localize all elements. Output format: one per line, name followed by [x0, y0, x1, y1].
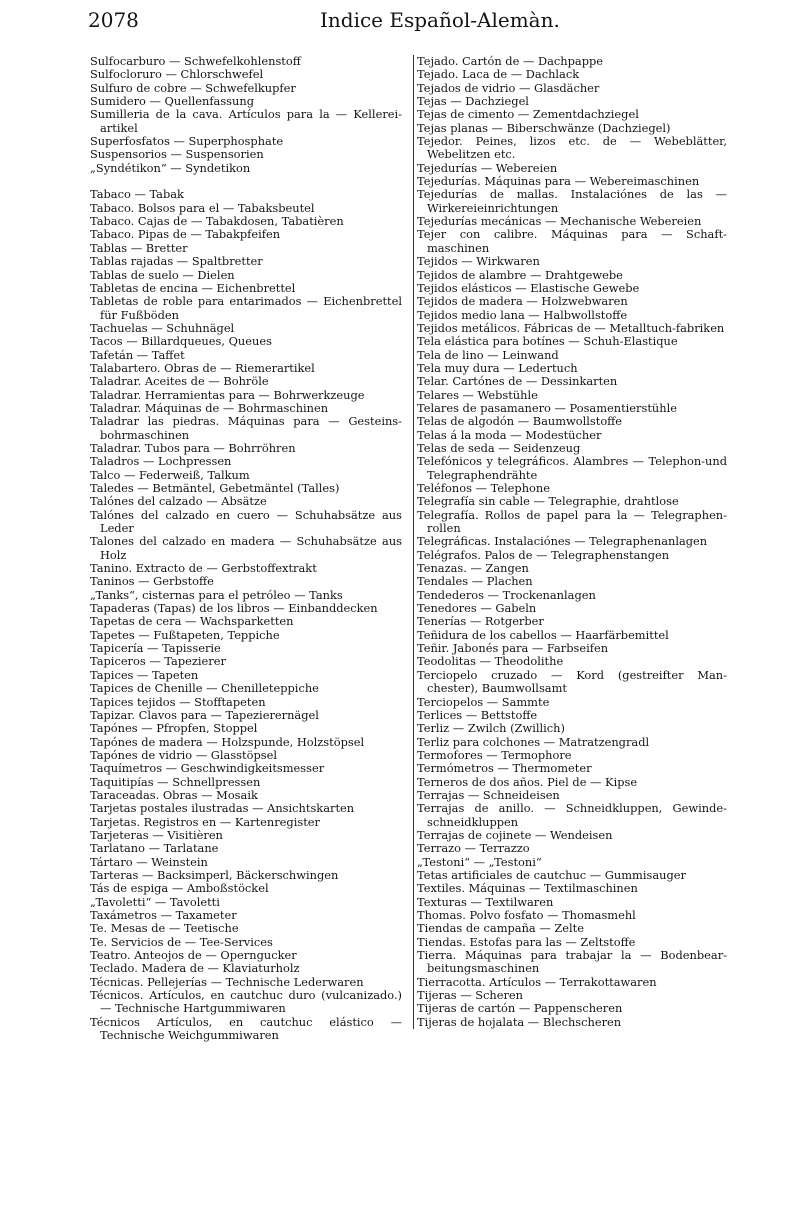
index-entry: Sumilleria de la cava. Artículos para la — Kellerei-artikel — [90, 107, 402, 135]
index-entry: Telas de algodón — Baumwollstoffe — [417, 414, 623, 429]
index-entry: Tabaco. Pipas de — Tabakpfeifen — [90, 227, 281, 242]
index-entry: Tanino. Extracto de — Gerbstoffextrakt — [90, 561, 317, 576]
index-entry: Tejer con calibre. Máquinas para — Schaft-maschinen — [417, 227, 727, 255]
index-entry: Técnicos Artículos, en cautchuc elástico — Technische Weichgummiwaren — [90, 1014, 402, 1043]
index-entry: Teñir. Jabonés para — Farbseifen — [417, 641, 609, 656]
index-entry: Taladrar. Máquinas de — Bohrmaschinen — [90, 400, 329, 415]
index-entry: Taquitipías — Schnellpressen — [90, 774, 261, 789]
index-entry: Telegrafía. Rollos de papel para la — Telegraphen-rollen — [417, 507, 727, 536]
index-entry: Tela de lino — Leinwand — [417, 347, 559, 362]
index-entry: Talónes del calzado en cuero — Schuhabsätze aus Leder — [90, 507, 402, 536]
index-entry: Tela elástica para botínes — Schuh-Elastique — [417, 334, 678, 349]
index-entry: Tabaco — Tabak — [90, 187, 184, 202]
index-entry: Tarjetas postales ilustradas — Ansichtskarten — [90, 801, 355, 816]
index-entry: Tejidos metálicos. Fábricas de — Metalltuch-fabriken — [417, 320, 725, 335]
index-entry: Taninos — Gerbstoffe — [90, 574, 214, 589]
index-entry: Tejados de vidrio — Glasdächer — [417, 80, 600, 95]
index-entry: Tijeras de cartón — Pappenscheren — [417, 1001, 623, 1016]
index-entry: Tejas de cimento — Zementdachziegel — [417, 107, 639, 122]
index-entry: Tejas — Dachziegel — [417, 94, 529, 109]
index-entry: Sulfocloruro — Chlorschwefel — [90, 67, 264, 82]
index-entry: Tijeras de hojalata — Blechscheren — [417, 1014, 622, 1029]
index-entry: Terciopelo cruzado — Kord (gestreifter Man-chester), Baumwollsamt — [417, 667, 727, 696]
index-entry: Tablas — Bretter — [90, 240, 188, 255]
index-entry: Telares de pasamanero — Posamentierstühle — [417, 400, 677, 415]
index-entry: Terliz — Zwilch (Zwillich) — [417, 721, 565, 736]
index-entry: Talco — Federweiß, Talkum — [90, 467, 250, 482]
index-entry: Sulfuro de cobre — Schwefelkupfer — [90, 80, 296, 95]
index-entry: Tás de espiga — Amboßstöckel — [90, 881, 269, 896]
index-entry: Tacos — Billardqueues, Queues — [90, 334, 272, 349]
index-entry: Tejedurías. Máquinas para — Webereimaschinen — [417, 174, 700, 189]
index-entry: Terliz para colchones — Matratzengradl — [417, 734, 650, 749]
index-entry: Técnicas. Pellejerías — Technische Lederwaren — [90, 974, 364, 989]
index-entry: Tijeras — Scheren — [417, 988, 524, 1003]
index-entry: Telas á la moda — Modestücher — [417, 427, 602, 442]
index-entry: Tendales — Plachen — [417, 574, 533, 589]
index-entry: Tártaro — Weinstein — [90, 854, 208, 869]
index-entry: Tejado. Laca de — Dachlack — [417, 67, 580, 82]
index-entry: Teclado. Madera de — Klaviaturholz — [90, 961, 300, 976]
index-entry: Tachuelas — Schuhnägel — [90, 320, 235, 335]
index-entry: Tendederos — Trockenanlagen — [417, 587, 596, 602]
index-entry: Tejidos de alambre — Drahtgewebe — [417, 267, 623, 282]
index-entry: Tablas de suelo — Dielen — [90, 267, 235, 282]
index-entry: Taladros — Lochpressen — [90, 454, 232, 469]
index-entry: Tarjeteras — Visitièren — [90, 827, 223, 842]
right-column — [413, 55, 727, 1029]
index-entry: Tenerías — Rotgerber — [417, 614, 544, 629]
index-entry: Tarjetas. Registros en — Kartenregister — [90, 814, 320, 829]
index-entry: Termofores — Termophore — [417, 747, 572, 762]
index-entry: Telar. Cartónes de — Dessinkarten — [417, 374, 618, 389]
left-column — [90, 55, 402, 1042]
index-entry: Tela muy dura — Ledertuch — [417, 360, 578, 375]
index-entry: Telégrafos. Palos de — Telegraphenstangen — [417, 547, 670, 562]
index-entry: Talabartero. Obras de — Riemerartikel — [90, 360, 315, 375]
index-entry: Tierracotta. Artículos — Terrakottawaren — [417, 974, 657, 989]
index-entry: Tejedurías — Webereien — [417, 160, 558, 175]
index-entry: „Testoni“ — „Testoni“ — [417, 854, 542, 869]
index-entry: „Tanks“, cisternas para el petróleo — Tanks — [90, 587, 343, 602]
index-entry: Sulfocarburo — Schwefelkohlenstoff — [90, 54, 301, 68]
index-entry: Técnicos. Artículos, en cautchuc duro (vulcanizado.) — Technische Hartgummiwaren — [90, 988, 402, 1016]
index-entry: Taquímetros — Geschwindigkeitsmesser — [90, 761, 325, 776]
index-entry: Tabletas de roble para entarimados — Eichenbrettel für Fußböden — [90, 294, 402, 322]
index-entry: Talónes del calzado — Absätze — [90, 494, 267, 509]
index-entry: Tabaco. Cajas de — Tabakdosen, Tabatièren — [90, 214, 344, 229]
running-title: Indice Español-Alemàn. — [320, 8, 560, 32]
index-entry: Tapices de Chenille — Chenilleteppiche — [90, 681, 319, 696]
index-entry: Terrajas de cojinete — Wendeisen — [417, 827, 613, 842]
index-entry: Textiles. Máquinas — Textilmaschinen — [417, 881, 638, 896]
index-entry: Te. Mesas de — Teetische — [90, 921, 239, 936]
index-entry: Talones del calzado en madera — Schuhabsätze aus Holz — [90, 534, 402, 562]
index-entry: Tapónes de madera — Holzspunde, Holzstöpsel — [90, 734, 365, 749]
index-entry: Tejado. Cartón de — Dachpappe — [417, 54, 604, 68]
index-entry: Tapaderas (Tapas) de los libros — Einbanddecken — [90, 601, 378, 616]
index-entry: Tapices — Tapeten — [90, 667, 199, 682]
index-entry: Telefónicos y telegráficos. Alambres — Telephon-und Telegraphendrähte — [417, 454, 727, 482]
index-entry: Tapiceros — Tapezierer — [90, 654, 226, 669]
index-entry: Tejedurías de mallas. Instalaciónes de las — Wirkereieinrichtungen — [417, 187, 727, 215]
index-entry: Termómetros — Thermometer — [417, 761, 592, 776]
index-entry: Tejidos — Wirkwaren — [417, 254, 540, 269]
index-entry: „Tavoletti“ — Tavoletti — [90, 894, 220, 909]
index-entry: Sumidero — Quellenfassung — [90, 94, 254, 109]
index-entry: Tejedor. Peines, lizos etc. de — Webeblätter, Webelitzen etc. — [417, 134, 727, 162]
index-entry: Telegrafía sin cable — Telegraphie, drahtlose — [417, 494, 679, 509]
index-entry: Tejas planas — Biberschwänze (Dachziegel) — [417, 120, 671, 135]
page-header — [88, 8, 724, 38]
index-entry: Tapices tejidos — Stofftapeten — [90, 694, 266, 709]
index-entry: Telares — Webstühle — [417, 387, 538, 402]
index-entry: Taladrar. Herramientas para — Bohrwerkzeuge — [90, 387, 365, 402]
index-entry: Tapizar. Clavos para — Tapezierernägel — [90, 707, 319, 722]
index-entry: Tejedurías mecánicas — Mechanische Webereien — [417, 214, 702, 229]
index-entry: Tapónes de vidrio — Glasstöpsel — [90, 747, 277, 762]
index-entry: Taledes — Betmäntel, Gebetmäntel (Talles) — [90, 481, 340, 495]
index-entry: Tapónes — Pfropfen, Stoppel — [90, 721, 258, 736]
index-entry: Tenazas. — Zangen — [417, 561, 529, 576]
index-entry: Tiendas de campaña — Zelte — [417, 921, 584, 936]
index-entry: Teléfonos — Telephone — [417, 481, 550, 495]
index-entry: „Syndétikon“ — Syndetikon — [90, 160, 251, 175]
index-entry: Texturas — Textilwaren — [417, 894, 554, 909]
index-entry: Tablas rajadas — Spaltbretter — [90, 254, 263, 269]
index-entry: Tapetas de cera — Wachsparketten — [90, 614, 294, 629]
index-entry: Tenedores — Gabeln — [417, 601, 537, 616]
section-gap — [90, 175, 402, 188]
index-entry: Taladrar. Tubos para — Bohrröhren — [90, 440, 296, 455]
index-entry: Tejidos de madera — Holzwebwaren — [417, 294, 628, 309]
index-entry: Tejidos elásticos — Elastische Gewebe — [417, 280, 640, 295]
index-entry: Terrajas de anillo. — Schneidkluppen, Gewinde-schneidkluppen — [417, 801, 727, 829]
index-entry: Telas de seda — Seidenzeug — [417, 440, 581, 455]
index-entry: Tabletas de encina — Eichenbrettel — [90, 280, 296, 295]
index-entry: Taladrar las piedras. Máquinas para — Gesteins-bohrmaschinen — [90, 414, 402, 442]
index-entry: Tiendas. Estofas para las — Zeltstoffe — [417, 934, 636, 949]
index-entry: Tetas artificiales de cautchuc — Gummisauger — [417, 867, 686, 882]
index-entry: Teatro. Anteojos de — Operngucker — [90, 948, 297, 963]
index-entry: Te. Servicios de — Tee-Services — [90, 934, 273, 949]
index-entry: Tapetes — Fußtapeten, Teppiche — [90, 627, 280, 642]
index-entry: Tabaco. Bolsos para el — Tabaksbeutel — [90, 200, 315, 215]
index-entry: Teñidura de los cabellos — Haarfärbemittel — [417, 627, 669, 642]
index-entry: Tafetán — Taffet — [90, 347, 185, 362]
index-entry: Terrajas — Schneideisen — [417, 787, 560, 802]
index-entry: Tarlatano — Tarlatane — [90, 841, 219, 856]
index-entry: Suspensorios — Suspensorien — [90, 147, 264, 162]
index-entry: Taxámetros — Taxameter — [90, 908, 237, 922]
index-entry: Tierra. Máquinas para trabajar la — Bodenbear-beitungsmaschinen — [417, 948, 727, 976]
page-number: 2078 — [88, 8, 139, 32]
index-entry: Taladrar. Aceites de — Bohröle — [90, 374, 269, 389]
index-entry: Terlices — Bettstoffe — [417, 707, 538, 722]
index-entry: Terrazo — Terrazzo — [417, 841, 530, 856]
index-entry: Taraceadas. Obras — Mosaik — [90, 787, 258, 802]
index-entry: Teodolitas — Theodolithe — [417, 654, 564, 669]
index-entry: Tejidos medio lana — Halbwollstoffe — [417, 307, 628, 322]
index-entry: Terciopelos — Sammte — [417, 694, 550, 709]
index-entry: Tarteras — Backsimperl, Bäckerschwingen — [90, 867, 339, 882]
index-entry: Thomas. Polvo fosfato — Thomasmehl — [417, 908, 636, 922]
index-entry: Terneros de dos años. Piel de — Kipse — [417, 774, 638, 789]
index-entry: Superfosfatos — Superphosphate — [90, 134, 284, 149]
index-entry: Tapicería — Tapisserie — [90, 641, 221, 656]
index-entry: Telegráficas. Instalaciónes — Telegraphenanlagen — [417, 534, 708, 549]
